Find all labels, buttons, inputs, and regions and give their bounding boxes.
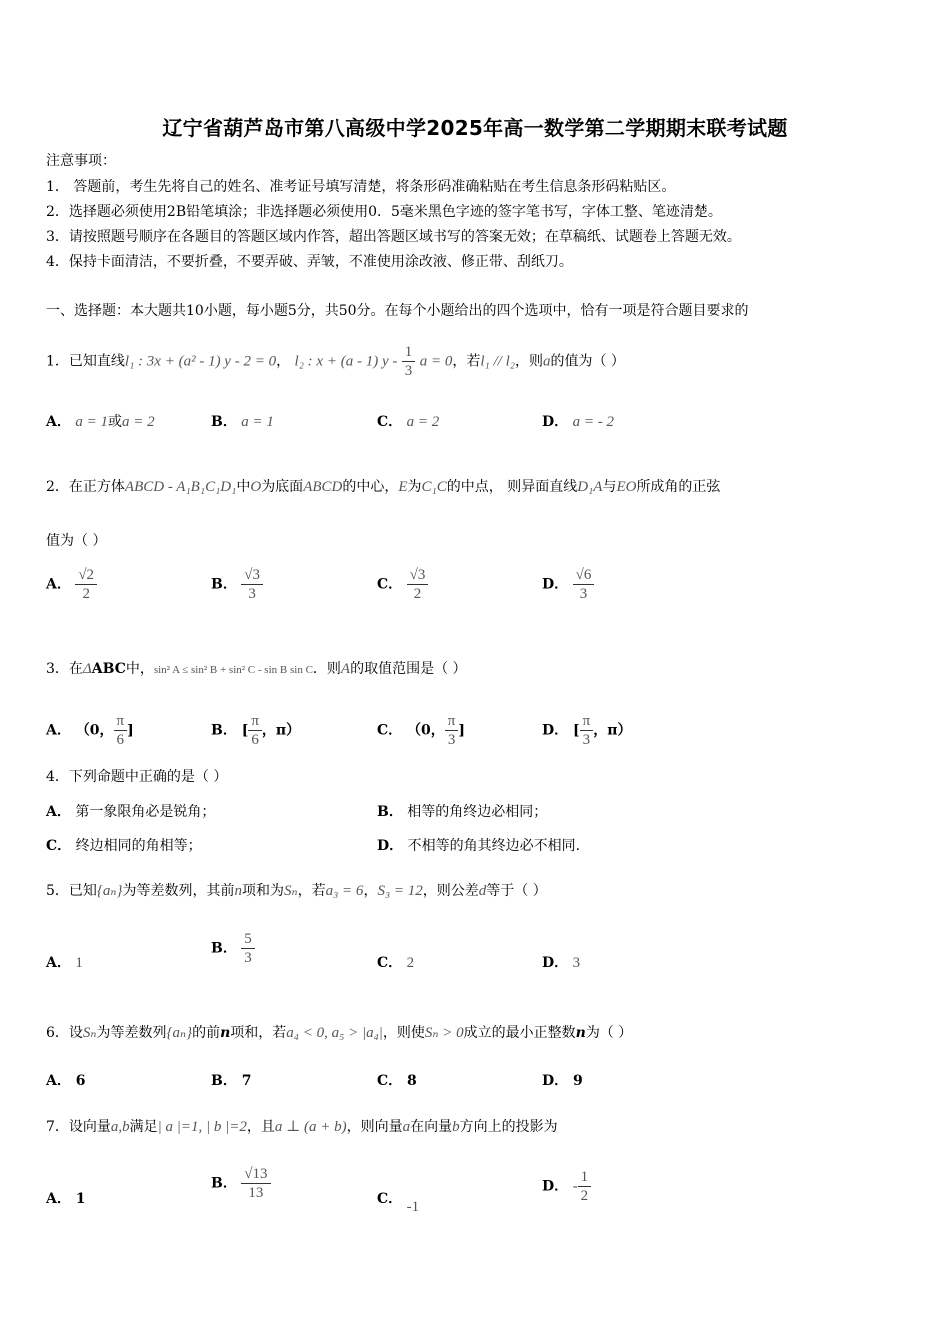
q7-option-c[interactable]: C． -1 [377,1191,420,1215]
q3-inequality: sin² A ≤ sin² B + sin² C - sin B sin C [153,664,313,676]
q5-option-c[interactable]: C． 2 [377,955,415,971]
q2-option-b[interactable]: B． $\frac{√3}{3}$ [211,566,263,603]
q5-option-b[interactable]: B． $\frac{5}{3}$ [211,930,255,967]
question-4: 4．下列命题中正确的是（ ） [46,769,228,785]
q1-line-l1: l₁ : 3x + (a² - 1) y - 2 = 0 [124,353,277,370]
q1-option-b[interactable]: B． a = 1 [211,414,274,430]
q5-option-a[interactable]: A． 1 [46,955,83,971]
q7-option-b[interactable]: B． $\frac{√13}{13}$ [211,1165,271,1202]
question-1: 1．已知直线l₁ : 3x + (a² - 1) y - 2 = 0， l₂ : x + (a - 1) y - $\frac{1}{3}$ a = 0，若l₁ // l₂，则a的值为（ ） [46,344,625,379]
q7-option-d[interactable]: D． - $\frac{1}{2}$ [542,1168,591,1205]
q3-option-d[interactable]: D． [ $\frac{\pi}{3}$ ，π） [542,713,632,748]
q1-number: 1． [46,353,69,370]
q3-option-b[interactable]: B． [ $\frac{\pi}{6}$ ，π） [211,713,301,748]
q3-option-c[interactable]: C． （0， $\frac{\pi}{3}$ ] [377,713,465,748]
q2-option-c[interactable]: C． $\frac{√3}{2}$ [377,566,428,603]
notice-item-4: 4．保持卡面清洁，不要折叠，不要弄破、弄皱，不准使用涂改液、修正带、刮纸刀。 [46,254,573,270]
q7-option-a[interactable]: A． 1 [46,1191,86,1207]
q6-option-c[interactable]: C． 8 [377,1073,417,1089]
page-title: 辽宁省葫芦岛市第八高级中学2025年高一数学第二学期期末联考试题 [162,116,788,140]
q4-option-a[interactable]: A． 第一象限角必是锐角； [46,804,216,820]
q6-option-b[interactable]: B． 7 [211,1073,252,1089]
question-2: 2．在正方体ABCD - A₁B₁C₁D₁中O为底面ABCD的中心，E为C₁C的中点， 则异面直线D₁A与EO所成角的正弦 [46,479,721,495]
notice-item-2: 2．选择题必须使用2B铅笔填涂；非选择题必须使用0．5毫米黑色字迹的签字笔书写，字体工整、笔迹清楚。 [46,204,722,220]
question-3: 3．在ΔABC中，sin² A ≤ sin² B + sin² C - sin B sin C．则A的取值范围是（ ） [46,661,467,677]
q6-option-d[interactable]: D． 9 [542,1073,583,1089]
q1-line-l2: l₂ : x + (a - 1) y - [294,353,398,370]
question-6: 6．设Sₙ为等差数列{aₙ}的前n项和，若a₄ < 0, a₅ > |a₄|，则使Sₙ > 0成立的最小正整数n为（ ） [46,1025,633,1041]
q3-option-a[interactable]: A． （0， $\frac{\pi}{6}$ ] [46,713,134,748]
q2-option-a[interactable]: A． $\frac{√2}{2}$ [46,566,97,603]
q5-option-d[interactable]: D． 3 [542,955,581,971]
q6-option-a[interactable]: A． 6 [46,1073,86,1089]
q2-stem-end: 值为（ ） [46,533,107,549]
question-5: 5．已知{aₙ}为等差数列，其前n项和为Sₙ，若a₃ = 6，S₃ = 12，则公差d等于（ ） [46,883,547,899]
section-heading: 一、选择题：本大题共10小题，每小题5分，共50分。在每个小题给出的四个选项中，恰有一项是符合题目要求的 [46,303,749,319]
q3-number: 3． [46,661,69,677]
q4-option-d[interactable]: D． 不相等的角其终边必不相同. [377,838,581,854]
notice-item-3: 3．请按照题号顺序在各题目的答题区域内作答，超出答题区域书写的答案无效；在草稿纸、试题卷上答题无效。 [46,229,741,245]
q1-option-c[interactable]: C． a = 2 [377,414,440,430]
notice-heading: 注意事项： [46,153,116,169]
q2-number: 2． [46,479,69,495]
q1-condition: l₁ // l₂ [480,353,515,370]
q4-option-c[interactable]: C． 终边相同的角相等； [46,838,202,854]
q2-option-d[interactable]: D． $\frac{√6}{3}$ [542,566,594,603]
question-7: 7．设向量a,b满足| a |=1, | b |=2，且a ⊥ (a + b)，则向量a在向量b方向上的投影为 [46,1119,558,1135]
notice-item-1: 1． 答题前，考生先将自己的姓名、准考证号填写清楚，将条形码准确粘贴在考生信息条形码粘贴区。 [46,179,676,195]
q1-option-a[interactable]: A． a = 1或a = 2 [46,414,155,430]
q1-fraction: $\frac{1}{3}$ [402,343,416,380]
q4-option-b[interactable]: B． 相等的角终边必相同； [377,804,548,820]
q1-option-d[interactable]: D． a = - 2 [542,414,614,430]
